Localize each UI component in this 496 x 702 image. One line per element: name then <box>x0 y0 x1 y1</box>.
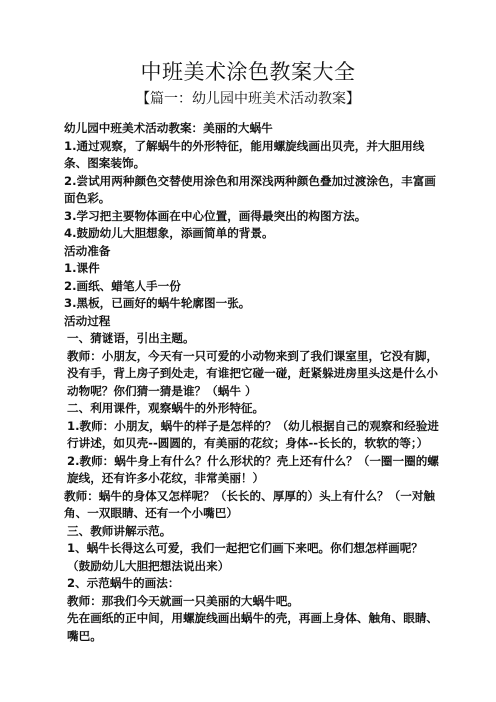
paragraph-preparation-heading: 活动准备 <box>64 243 111 258</box>
document-title: 中班美术涂色教案大全 <box>140 60 356 84</box>
paragraph-step-2-text-1: 1.教师：小朋友，蜗牛的样子是怎样的？（幼儿根据自己的观察和经验进行讲述，如贝壳--圆圆的，有美丽的花纹；身体--长长的，软软的等；） <box>67 418 439 450</box>
paragraph-lesson-title: 幼儿园中班美术活动教案：美丽的大蜗牛 <box>64 121 273 135</box>
paragraph-preparation-3: 3.黑板，已画好的蜗牛轮廓图一张。 <box>64 296 251 310</box>
paragraph-step-3-text-4: 先在画纸的正中间，用螺旋线画出蜗牛的壳，再画上身体、触角、眼睛、嘴巴。 <box>67 611 439 643</box>
paragraph-preparation-2: 2.画纸、蜡笔人手一份 <box>64 278 181 293</box>
paragraph-goal-3: 3.学习把主要物体画在中心位置，画得最突出的构图方法。 <box>64 208 367 223</box>
paragraph-goal-2: 2.尝试用两种颜色交替使用涂色和用深浅两种颜色叠加过渡涂色，丰富画面色彩。 <box>64 173 436 205</box>
paragraph-step-2-heading: 二、利用课件，观察蜗牛的外形特征。 <box>67 401 265 415</box>
paragraph-step-1-heading: 一、猜谜语，引出主题。 <box>67 331 195 345</box>
paragraph-step-1-text: 教师：小朋友，今天有一只可爱的小动物来到了我们课室里，它没有脚，没有手，背上房子到处走，有谁把它碰一碰，赶紧躲进房里头这是什么小动物呢？你们猜一猜是谁？（蜗牛 ） <box>67 348 439 398</box>
paragraph-step-3-heading: 三、教师讲解示范。 <box>67 523 172 538</box>
paragraph-step-2-text-3: 教师：蜗牛的身体又怎样呢？（长长的、厚厚的）头上有什么？（一对触角、一双眼睛、还有一个小嘴巴） <box>64 488 436 520</box>
paragraph-goal-1: 1.通过观察，了解蜗牛的外形特征，能用螺旋线画出贝壳，并大胆用线条、图案装饰。 <box>64 138 425 170</box>
document-body <box>62 120 439 645</box>
paragraph-step-3-text-3: 教师：那我们今天就画一只美丽的大蜗牛吧。 <box>67 593 299 608</box>
paragraph-process-heading: 活动过程 <box>64 313 111 328</box>
paragraph-step-3-text-2: 2、示范蜗牛的画法： <box>67 576 180 590</box>
paragraph-step-2-text-2: 2.教师：蜗牛身上有什么？什么形状的？壳上还有什么？（一圈一圈的螺旋线，还有许多小花纹，非常美丽！） <box>67 453 439 485</box>
paragraph-step-3-text-1: 1、蜗牛长得这么可爱，我们一起把它们画下来吧。你们想怎样画呢？（鼓励幼儿大胆把想法说出来） <box>67 541 423 573</box>
paragraph-preparation-1: 1.课件 <box>64 261 100 275</box>
paragraph-goal-4: 4.鼓励幼儿大胆想象，添画简单的背景。 <box>64 226 274 240</box>
document-subtitle: 【篇一：幼儿园中班美术活动教案】 <box>136 91 360 107</box>
